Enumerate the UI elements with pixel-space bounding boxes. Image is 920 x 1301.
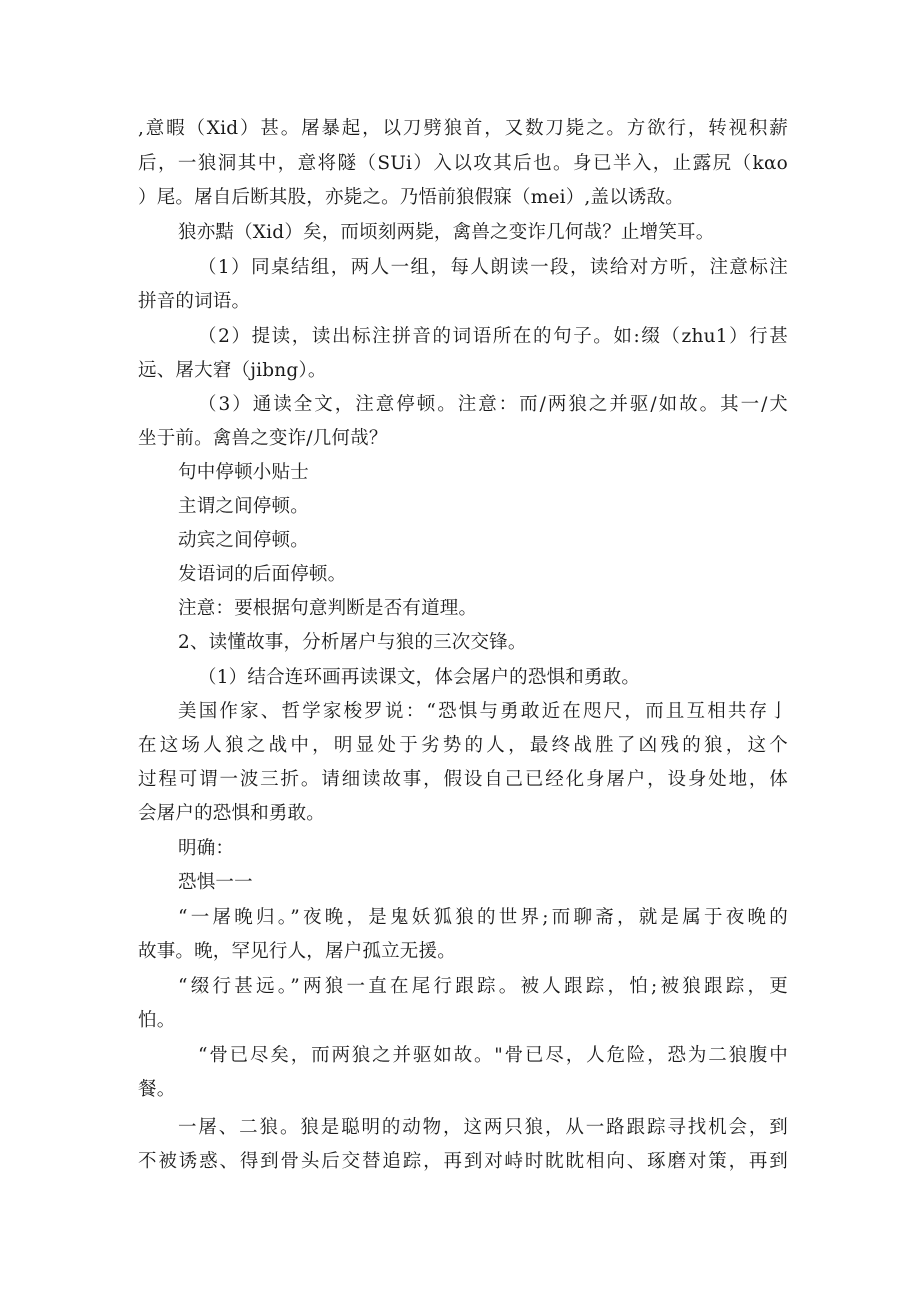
text-line: 美国作家、哲学家梭罗说：“恐惧与勇敢近在咫尺，而且互相共存亅: [178, 701, 788, 722]
text-line: 发语词的后面停顿。: [178, 564, 347, 585]
section-heading: 句中停顿小贴士: [178, 462, 309, 483]
text-line: 注意：要根据句意判断是否有道理。: [178, 598, 478, 619]
text-line: 一屠、二狼。狼是聪明的动物，这两只狼，从一路跟踪寻找机会，到: [178, 1117, 788, 1138]
text-line: 怕。: [138, 1010, 176, 1031]
text-line: 远、屠大窘（jibng）。: [138, 360, 327, 381]
text-line: 坐于前。禽兽之变诈/几何哉？: [138, 428, 388, 449]
text-line: 会屠户的恐惧和勇敢。: [138, 803, 326, 824]
section-heading: 2、读懂故事，分析屠户与狼的三次交锋。: [178, 632, 527, 653]
text-line: （1）同桌结组，两人一组，每人朗读一段，读给对方听，注意标注: [198, 257, 788, 278]
text-line: ）尾。屠自后断其股，亦毙之。乃悟前狼假寐（mei）,盖以诱敌。: [138, 187, 684, 208]
text-line: “一屠晚归。”夜晚，是鬼妖狐狼的世界;而聊斋，就是属于夜晚的: [178, 907, 788, 928]
text-line: 不被诱惑、得到骨头后交替追踪，再到对峙时眈眈相向、琢磨对策，再到: [138, 1151, 788, 1172]
text-line: 动宾之间停顿。: [178, 530, 309, 551]
text-line: 过程可谓一波三折。请细读故事，假设自己已经化身屠户，设身处地，体: [138, 769, 788, 790]
text-line: 故事。晚，罕见行人，屠户孤立无援。: [138, 941, 456, 962]
text-line: 拼音的词语。: [138, 291, 251, 312]
text-line: “缀行甚远。”两狼一直在尾行跟踪。被人跟踪，怕;被狼跟踪，更: [178, 976, 788, 997]
text-line: （2）提读，读出标注拼音的词语所在的句子。如:缀（zhu1）行甚: [198, 326, 788, 347]
text-line: 狼亦黠（Xid）矣，而顷刻两毙，禽兽之变诈几何哉？止增笑耳。: [178, 222, 715, 243]
text-line: 明确：: [178, 838, 235, 859]
text-line: 后，一狼洞其中，意将隧（SUi）入以攻其后也。身已半入，止露尻（kαo: [138, 153, 788, 174]
text-line: ,意暇（Xid）甚。屠暴起，以刀劈狼首，又数刀毙之。方欲行，转视积薪: [138, 118, 788, 139]
text-line: 恐惧一一: [178, 872, 253, 893]
text-line: 主谓之间停顿。: [178, 496, 309, 517]
text-line: （3）通读全文，注意停顿。注意：而/两狼之并驱/如故。其一/犬: [198, 394, 788, 415]
text-line: （1）结合连环画再读课文，体会屠户的恐惧和勇敢。: [198, 667, 641, 688]
text-line: 餐。: [138, 1079, 176, 1100]
text-line: “骨已尽矣，而两狼之并驱如故。"骨已尽，人危险，恐为二狼腹中: [198, 1045, 788, 1066]
text-line: 在这场人狼之战中，明显处于劣势的人，最终战胜了凶残的狼，这个: [138, 735, 788, 756]
